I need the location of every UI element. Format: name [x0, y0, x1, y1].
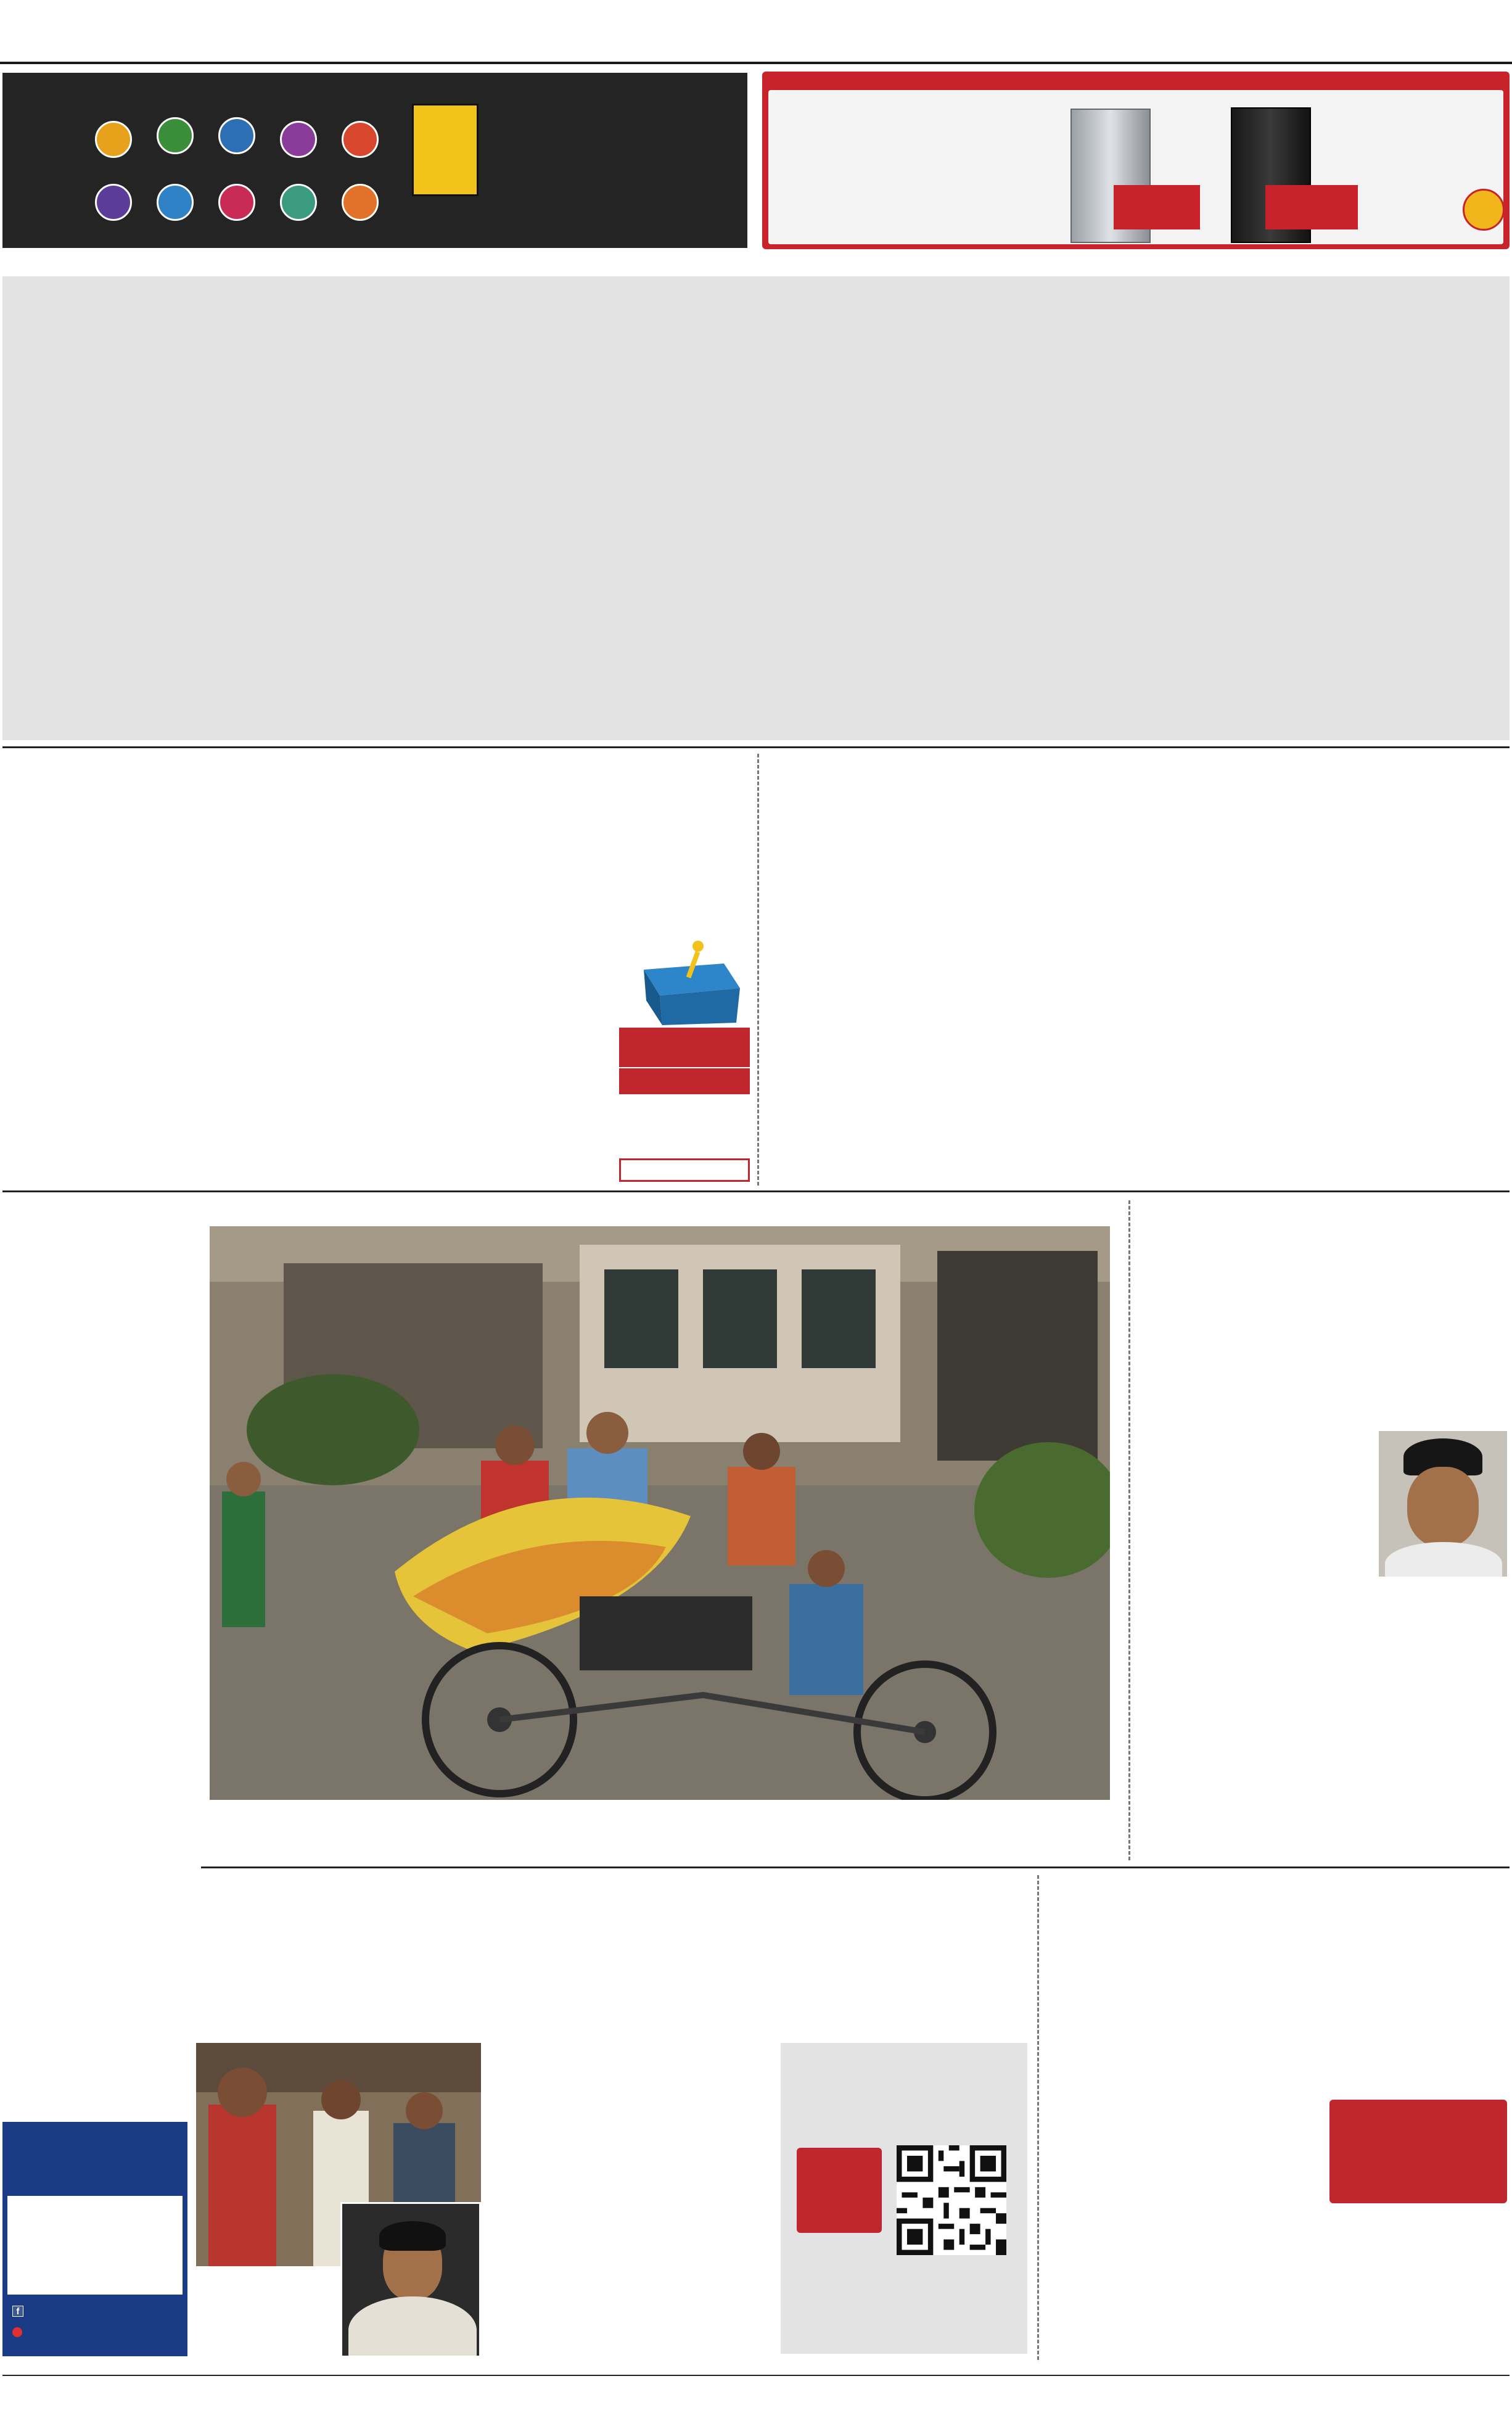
test-ball [218, 117, 255, 154]
photo-caption [210, 1806, 1110, 1807]
row-rule-2 [2, 1190, 1510, 1192]
hitachi-ad[interactable] [762, 72, 1510, 249]
bcl-col-2 [316, 956, 610, 959]
gree-ad[interactable] [2, 2122, 187, 2356]
test-ball [218, 184, 255, 221]
stars-line1 [619, 1028, 750, 1067]
rickshaw-scene-image [210, 1226, 1110, 1800]
star-live-logo [797, 2148, 882, 2233]
hitachi-care-badge [1463, 189, 1505, 231]
stars-line2 [619, 1068, 750, 1094]
nepal-wide [1048, 2220, 1507, 2229]
dictated-inset [340, 2202, 481, 2357]
safety-badge [412, 104, 479, 196]
gree-social [12, 2306, 23, 2317]
bsrm-ad[interactable] [2, 73, 747, 248]
stars-visit-box [619, 939, 750, 1186]
feature-panel [2, 276, 1510, 740]
death-toll-box [1329, 2100, 1507, 2203]
masthead-rule [0, 62, 1512, 64]
manjur-wide [1142, 1632, 1507, 1635]
manjur-face [1407, 1467, 1479, 1547]
test-ball [95, 121, 132, 158]
ballot-box-icon [619, 939, 750, 1025]
bcl-col-1 [6, 956, 301, 960]
electromart-icon [12, 2327, 22, 2337]
test-ball [342, 184, 379, 221]
dictated-body [488, 2043, 766, 2047]
nepal-narrow [1048, 2095, 1317, 2098]
inset-shirt [348, 2296, 477, 2357]
qr-box [781, 2043, 1027, 2354]
test-ball [157, 184, 194, 221]
test-ball [280, 121, 317, 158]
fridge1-tag [1114, 185, 1200, 229]
manjur-shirt [1385, 1542, 1502, 1577]
bottom-col-divider [1037, 1875, 1039, 2360]
row-rule-3 [201, 1866, 1510, 1868]
test-ball [157, 117, 194, 154]
facebook-icon: f [12, 2306, 23, 2317]
test-ball [280, 184, 317, 221]
stars-line3 [619, 1158, 750, 1182]
test-ball [342, 121, 379, 158]
prayer-box [7, 2196, 183, 2295]
column-divider [757, 754, 759, 1186]
manjur-portrait [1379, 1431, 1507, 1577]
test-ball [95, 184, 132, 221]
qr-code-icon[interactable] [897, 2145, 1006, 2255]
bsrm-test-balls [76, 104, 397, 239]
cops-col-1 [766, 976, 1008, 980]
feature-bottom-rule [2, 746, 1510, 748]
fridge2-tag [1265, 185, 1358, 229]
inset-hair [379, 2221, 446, 2251]
gree-company [12, 2325, 22, 2338]
cops-col-3 [1269, 976, 1507, 978]
main-photo [210, 1226, 1110, 1800]
brave-body [6, 1395, 178, 1398]
right-col-divider [1128, 1200, 1130, 1860]
footer-rule [2, 2375, 1510, 2376]
